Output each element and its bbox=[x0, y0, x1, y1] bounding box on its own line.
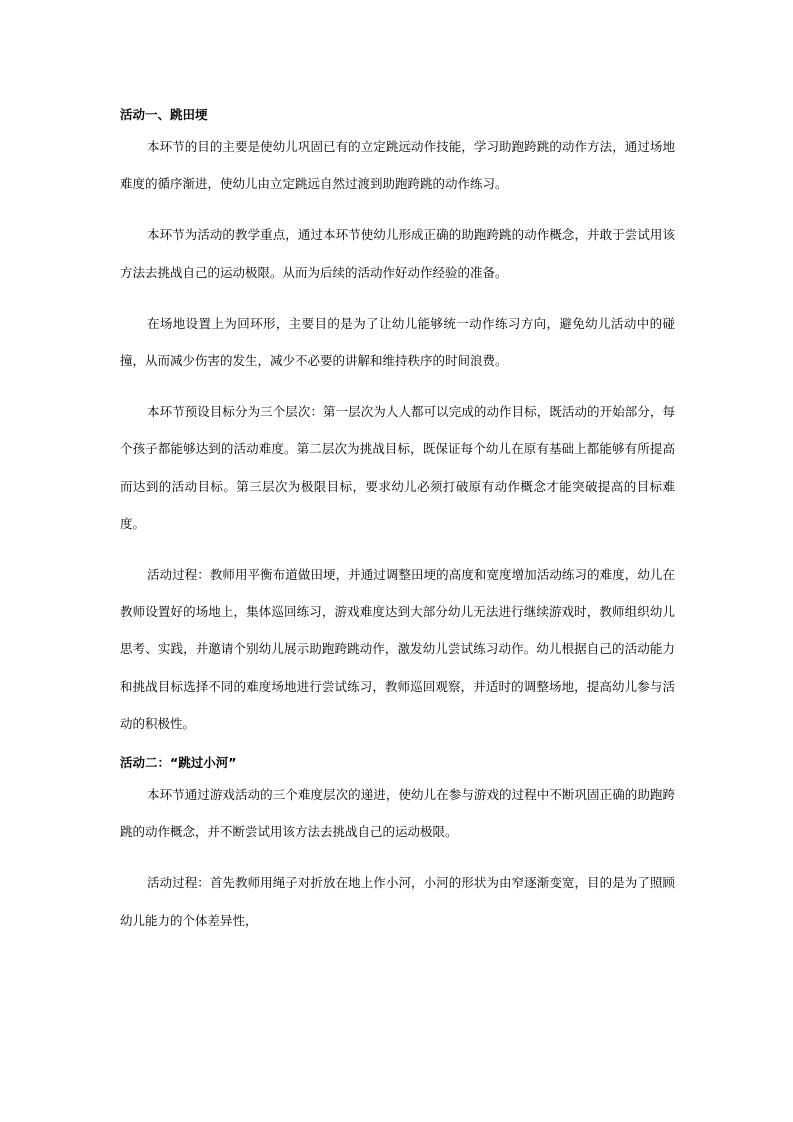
section-1-heading: 活动一、跳田埂 bbox=[120, 107, 208, 122]
section-1-paragraph-1: 本环节的目的主要是使幼儿巩固已有的立定跳远动作技能，学习助跑跨跳的动作方法，通过场地难度的循序渐进，使幼儿由立定跳远自然过渡到助跑跨跳的动作练习。 bbox=[120, 139, 675, 192]
section-1-paragraph-5: 活动过程：教师用平衡布道做田埂，并通过调整田埂的高度和宽度增加活动练习的难度，幼儿在教师设置好的场地上，集体巡回练习，游戏难度达到大部分幼儿无法进行继续游戏时，教师组织幼儿思考、实践，并邀请个别幼儿展示助跑跨跳动作，激发幼儿尝试练习动作。幼儿根据自己的活动能力和挑战目标选择不同的难度场地进行尝试练习，教师巡回观察，并适时的调整场地，提高幼儿参与活动的积极性。 bbox=[120, 567, 675, 731]
section-2-heading: 活动二：“跳过小河” bbox=[120, 755, 237, 771]
section-gap bbox=[120, 742, 675, 750]
section-2-paragraph-1: 本环节通过游戏活动的三个难度层次的递进，使幼儿在参与游戏的过程中不断巩固正确的助跑跨跳的动作概念，并不断尝试用该方法去挑战自己的运动极限。 bbox=[120, 787, 675, 840]
section-2-paragraph-2: 活动过程：首先教师用绳子对折放在地上作小河，小河的形状为由窄逐渐变宽，目的是为了照顾幼儿能力的个体差异性， bbox=[120, 875, 675, 928]
section-1-paragraph-4: 本环节预设目标分为三个层次：第一层次为人人都可以完成的动作目标，既活动的开始部分，每个孩子都能够达到的活动难度。第二层次为挑战目标，既保证每个幼儿在原有基础上都能够有所提高而达到的活动目标。第三层次为极限目标，要求幼儿必须打破原有动作概念才能突破提高的目标难度。 bbox=[120, 404, 675, 531]
paragraph-gap bbox=[120, 379, 675, 393]
section-1-paragraph-2: 本环节为活动的教学重点，通过本环节使幼儿形成正确的助跑跨跳的动作概念，并敢于尝试用该方法去挑战自己的运动极限。从而为后续的活动作好动作经验的准备。 bbox=[120, 227, 675, 280]
paragraph-gap bbox=[120, 850, 675, 864]
paragraph-gap bbox=[120, 542, 675, 556]
document-body bbox=[120, 102, 675, 939]
paragraph-gap bbox=[120, 291, 675, 305]
section-1-paragraph-3: 在场地设置上为回环形，主要目的是为了让幼儿能够统一动作练习方向，避免幼儿活动中的碰撞，从而减少伤害的发生，减少不必要的讲解和维持秩序的时间浪费。 bbox=[120, 315, 675, 369]
paragraph-gap bbox=[120, 202, 675, 216]
